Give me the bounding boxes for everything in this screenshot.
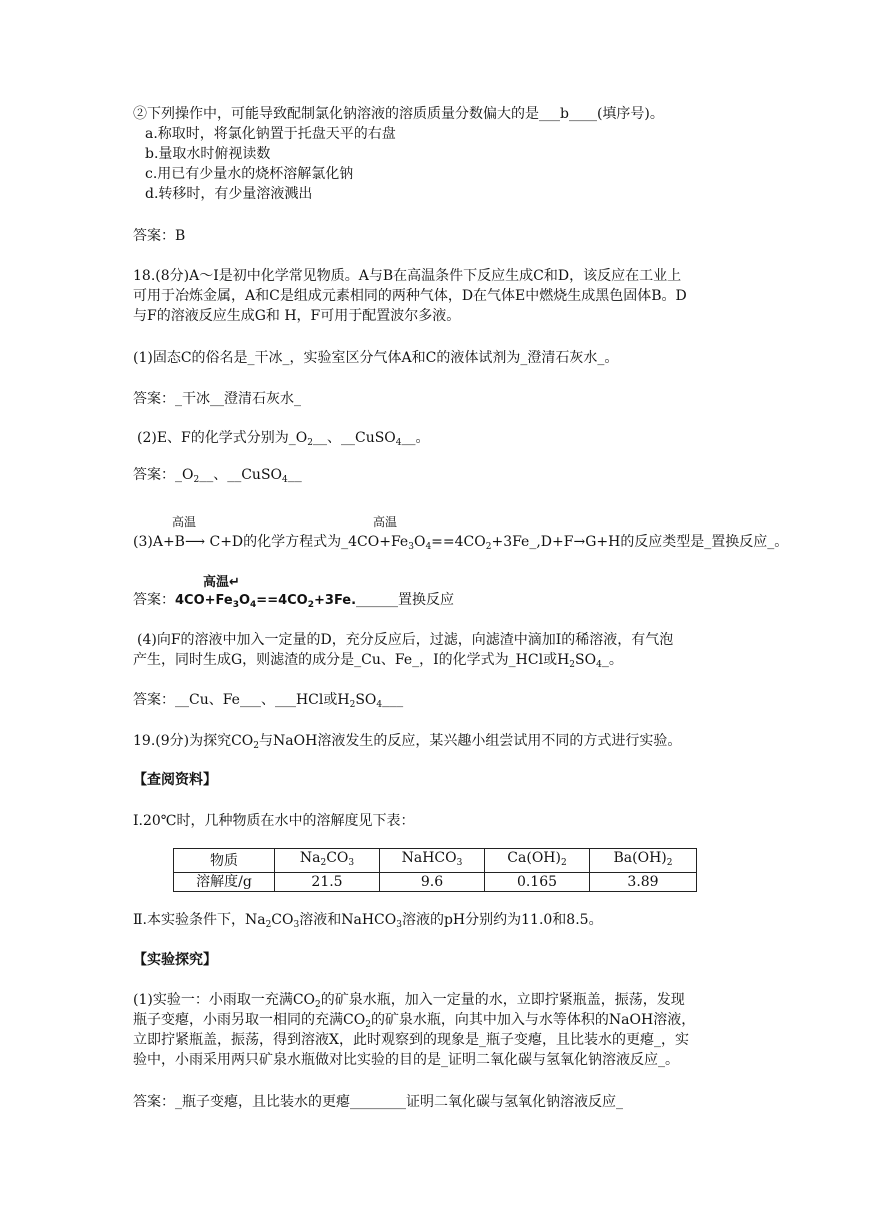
option-d: d.转移时，有少量溶液溅出: [145, 186, 313, 202]
experiment-1-line-3: 立即拧紧瓶盖，振荡，得到溶液X，此时观察到的现象是_瓶子变瘪，且比装水的更瘪_，实: [133, 1032, 689, 1048]
q18-stem-line-2: 可用于冶炼金属，A和C是组成元素相同的两种气体，D在气体E中燃烧生成黑色固体B。D: [133, 288, 687, 304]
condition-label-2: 高温: [373, 515, 398, 529]
q18-sub-4-line-2: 产生，同时生成G，则滤渣的成分是_Cu、Fe_，I的化学式为_HCl或$H_2SO_4\_$。: [133, 652, 623, 670]
table-header-cell: $Na_2CO_3$: [275, 849, 380, 873]
q18-answer-2: 答案：$\_O_2\_\_$、__CuSO$_4$__: [133, 467, 302, 485]
table-header-cell: $Ca(OH)_2$: [485, 849, 590, 873]
experiment-1-answer: 答案：_瓶子变瘪，且比装水的更瘪________证明二氧化碳与氢氧化钠溶液反应_: [133, 1094, 623, 1110]
table-header-cell: $Ba(OH)_2$: [590, 849, 697, 873]
table-cell: 3.89: [590, 873, 697, 892]
q18-answer-3: 答案：$4CO+Fe_3O_4==4CO_2+3Fe.\_\_\_\_\_\_$置换反应: [133, 592, 455, 610]
table-row: [174, 873, 697, 892]
reference-item-2: Ⅱ.本实验条件下，$Na_2CO_3$溶液和NaHCO$_3$溶液的pH分别约为11.0和8.5。: [133, 912, 603, 930]
q18-sub-3: (3)A+B⟶ C+D的化学方程式为$\_4CO+Fe_3O_4==4CO_2+3Fe\_,D+F\to G+H$的反应类型是_置换反应_。: [133, 534, 789, 552]
section-heading-reference: 【查阅资料】: [133, 772, 217, 788]
table-cell: 溶解度/g: [174, 873, 275, 892]
reference-item-1: Ⅰ.20℃时，几种物质在水中的溶解度见下表：: [133, 813, 415, 829]
solubility-table: [173, 848, 697, 892]
q18-stem-line-3: 与F的溶液反应生成G和 H，F可用于配置波尔多液。: [133, 308, 461, 324]
answer-2: 答案：B: [133, 228, 186, 244]
table-header-cell: 物质: [174, 849, 275, 873]
table-cell: 0.165: [485, 873, 590, 892]
option-c: c.用已有少量水的烧杯溶解氯化钠: [145, 166, 354, 182]
question-2-text: ②下列操作中，可能导致配制氯化钠溶液的溶质质量分数偏大的是___b____(填序号)。: [133, 106, 664, 122]
answer-condition-label: 高温↵: [203, 575, 240, 590]
q18-sub-2: (2)E、F的化学式分别为$\_O_2\_\_$、__CuSO$_4$__。: [137, 430, 430, 448]
section-heading-experiment: 【实验探究】: [133, 952, 217, 968]
option-a: a.称取时，将氯化钠置于托盘天平的右盘: [145, 126, 396, 142]
q18-answer-4: 答案：__Cu、Fe___、___HCl或$H_2SO_4\_\_\_$: [133, 692, 404, 710]
table-cell: 9.6: [380, 873, 485, 892]
experiment-1-line-1: (1)实验一：小雨取一充满$CO_2$的矿泉水瓶，加入一定量的水，立即拧紧瓶盖，振荡，发现: [133, 992, 685, 1010]
q18-answer-1: 答案：_干冰__澄清石灰水_: [133, 391, 301, 407]
table-cell: 21.5: [275, 873, 380, 892]
experiment-1-line-2: 瓶子变瘪，小雨另取一相同的充满$CO_2$的矿泉水瓶，向其中加入与水等体积的NaOH溶液，: [133, 1012, 696, 1030]
table-row: [174, 849, 697, 873]
q19-stem: 19.(9分)为探究$CO_2$与NaOH溶液发生的反应，某兴趣小组尝试用不同的方式进行实验。: [133, 733, 682, 751]
table-header-cell: NaHCO$_3$: [380, 849, 485, 873]
option-b: b.量取水时俯视读数: [145, 146, 271, 162]
q18-sub-1: (1)固态C的俗名是_干冰_，实验室区分气体A和C的液体试剂为_澄清石灰水_。: [133, 350, 619, 366]
q18-stem-line-1: 18.(8分)A～I是初中化学常见物质。A与B在高温条件下反应生成C和D，该反应在工业上: [133, 268, 682, 284]
q18-sub-4-line-1: (4)向F的溶液中加入一定量的D，充分反应后，过滤，向滤渣中滴加I的稀溶液，有气泡: [137, 632, 674, 648]
experiment-1-line-4: 验中，小雨采用两只矿泉水瓶做对比实验的目的是_证明二氧化碳与氢氧化钠溶液反应_。: [133, 1052, 679, 1068]
condition-label-1: 高温: [172, 515, 197, 529]
